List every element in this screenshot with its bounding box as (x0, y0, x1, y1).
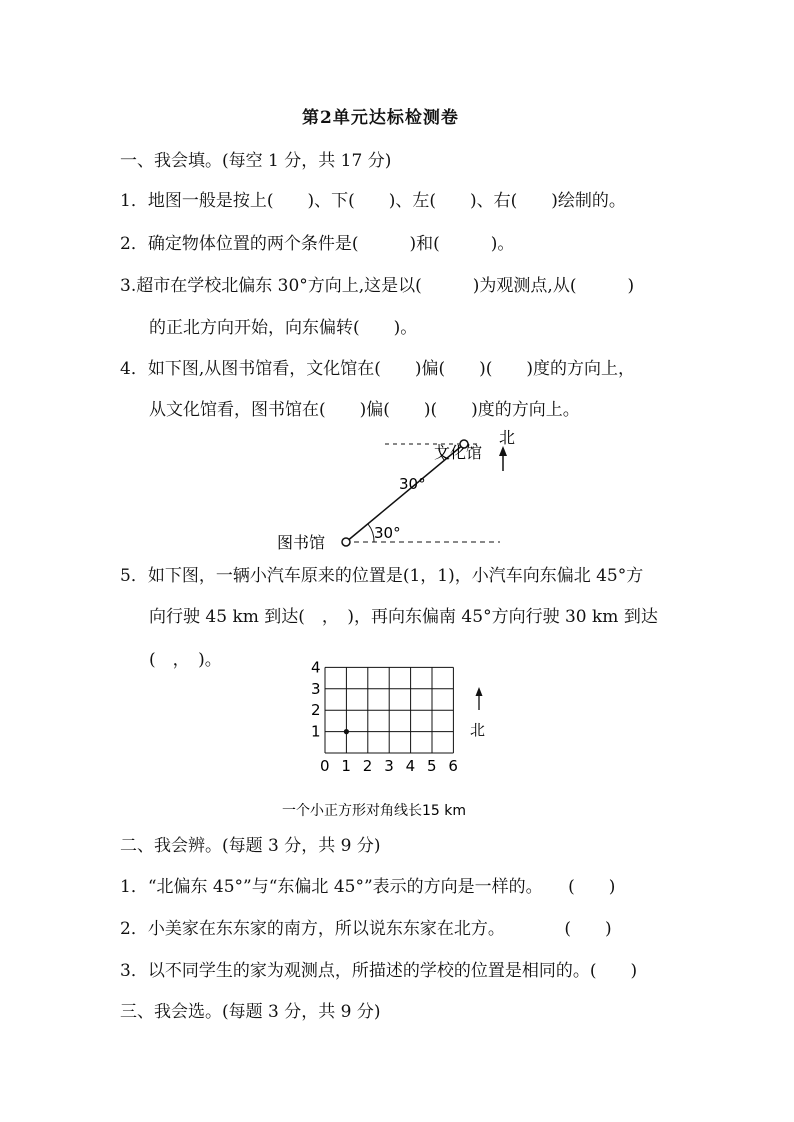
question-2-1: 1．“北偏东 45°”与“东偏北 45°”表示的方向是一样的。 ( ) (120, 877, 616, 897)
question-2-2: 2．小美家在东东家的南方，所以说东东家在北方。 ( ) (120, 919, 612, 939)
y-tick-label: 3 (311, 679, 321, 698)
question-1-5-cont: 向行驶 45 km 到达( ， )，再向东偏南 45°方向行驶 30 km 到达 (149, 607, 658, 627)
x-tick-label: 3 (384, 757, 394, 775)
question-1-4-cont: 从文化馆看，图书馆在( )偏( )( )度的方向上。 (149, 400, 580, 420)
section1-header: 一、我会填。(每空 1 分，共 17 分) (120, 151, 392, 171)
question-1-3: 3.超市在学校北偏东 30°方向上,这是以( )为观测点,从( ) (120, 276, 635, 296)
x-tick-label: 4 (405, 757, 416, 775)
grid-ticks (311, 658, 458, 775)
angle-label-top: 30° (399, 475, 426, 493)
question-2-3: 3．以不同学生的家为观测点，所描述的学校的位置是相同的。( ) (120, 961, 638, 981)
y-tick-label: 1 (311, 722, 321, 741)
section3-header: 三、我会选。(每题 3 分，共 9 分) (120, 1002, 381, 1022)
north-label: 北 (470, 721, 486, 739)
grid-caption: 一个小正方形对角线长15 km (282, 803, 467, 819)
question-1-3-cont: 的正北方向开始，向东偏转( )。 (149, 318, 418, 338)
x-tick-label: 2 (362, 757, 373, 775)
x-tick-label: 6 (448, 757, 458, 775)
place-label-culture-center: 文化馆 (434, 443, 483, 462)
north-label: 北 (499, 428, 516, 447)
y-tick-label: 4 (311, 658, 321, 677)
car-start-point (344, 729, 349, 734)
y-tick-label: 2 (311, 701, 321, 720)
grid-diagram (282, 658, 530, 820)
question-1-4: 4．如下图,从图书馆看，文化馆在( )偏( )( )度的方向上， (120, 359, 636, 379)
x-tick-label: 0 (320, 757, 330, 775)
x-tick-label: 1 (341, 757, 351, 775)
question-1-5-cont2: ( ， )。 (149, 650, 222, 670)
north-arrow-icon (499, 446, 507, 456)
section2-header: 二、我会辨。(每题 3 分，共 9 分) (120, 836, 381, 856)
question-1-5: 5．如下图，一辆小汽车原来的位置是(1，1)，小汽车向东偏北 45°方 (120, 566, 644, 586)
north-arrow-icon (476, 687, 483, 696)
page-title: 第2单元达标检测卷 (302, 108, 459, 128)
question-1-2: 2．确定物体位置的两个条件是( )和( )。 (120, 234, 515, 254)
library-point (342, 538, 350, 546)
x-tick-label: 5 (427, 757, 437, 775)
question-1-1: 1．地图一般是按上( )、下( )、左( )、右( )绘制的。 (120, 191, 626, 211)
grid-lines (325, 667, 453, 753)
direction-diagram (270, 425, 516, 555)
place-label-library: 图书馆 (277, 533, 326, 552)
angle-label-bottom: 30° (374, 524, 401, 542)
